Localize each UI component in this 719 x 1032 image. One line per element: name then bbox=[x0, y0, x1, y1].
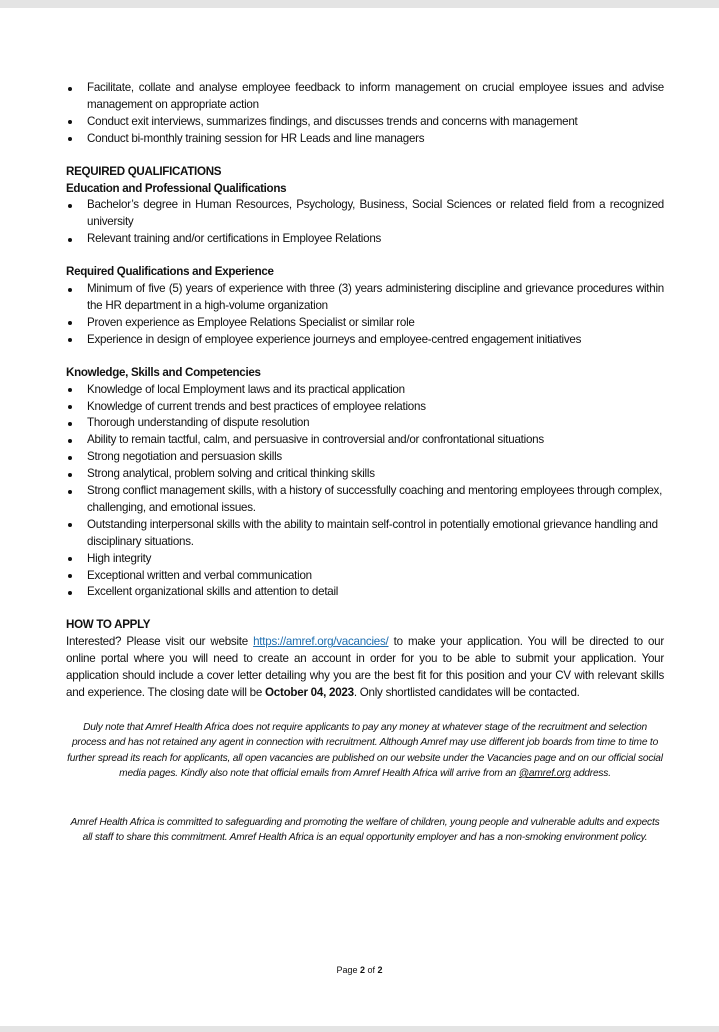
list-item: Strong conflict management skills, with a history of successfully coaching and mentoring employees through complex, challenging, and emotional issues. bbox=[66, 483, 664, 517]
list-item: Strong negotiation and persuasion skills bbox=[66, 449, 664, 466]
list-item: Knowledge of local Employment laws and its practical application bbox=[66, 382, 664, 399]
list-item: Conduct exit interviews, summarizes findings, and discusses trends and concerns with management bbox=[66, 114, 664, 131]
list-item: Ability to remain tactful, calm, and persuasive in controversial and/or confrontational situations bbox=[66, 432, 664, 449]
page-content bbox=[66, 80, 664, 702]
safeguarding-notice: Amref Health Africa is committed to safeguarding and promoting the welfare of children, young people and vulnerable adults and expects all staff to share this commitment. Amref Health Africa is an equal opportunity employer and has a non-smoking environment policy. bbox=[70, 817, 660, 844]
apply-text-body: to make your application. You will be directed to our online portal where you will need to create an account in order for you to be able to submit your application. Your application should include a cover letter detailing why you are the best fit for this position and your CV with relevant skills and experience. The closing date will be bbox=[66, 635, 664, 699]
total-pages: 2 bbox=[377, 965, 383, 975]
experience-list bbox=[66, 281, 664, 349]
how-to-apply-text bbox=[66, 634, 664, 702]
education-list bbox=[66, 197, 664, 248]
list-item: Strong analytical, problem solving and critical thinking skills bbox=[66, 466, 664, 483]
list-item: Proven experience as Employee Relations Specialist or similar role bbox=[66, 315, 664, 332]
fraud-notice bbox=[66, 720, 664, 781]
list-item: Experience in design of employee experience journeys and employee-centred engagement initiatives bbox=[66, 332, 664, 349]
fraud-notice-text: Duly note that Amref Health Africa does not require applicants to pay any money at whatever stage of the recruitment and selection process and has not retained any agent in connection with recruitment. Although Amref may use different job boards from time to time to further spread its reach for applicants, all open vacancies are published on our website under the Vacancies page and on our official social media pages. Kindly also note that official emails from Amref Health Africa will arrive from an bbox=[67, 722, 663, 779]
list-item: Knowledge of current trends and best practices of employee relations bbox=[66, 399, 664, 416]
document-page bbox=[0, 8, 719, 1026]
required-qualifications-heading: REQUIRED QUALIFICATIONS bbox=[66, 164, 222, 178]
list-item: Outstanding interpersonal skills with the ability to maintain self-control in potentially emotional grievance handling and disciplinary situations. bbox=[66, 517, 664, 551]
list-item: Facilitate, collate and analyse employee feedback to inform management on crucial employee issues and advise management on appropriate action bbox=[66, 80, 664, 114]
page-number bbox=[0, 965, 719, 975]
experience-heading: Required Qualifications and Experience bbox=[66, 265, 274, 279]
how-to-apply-heading: HOW TO APPLY bbox=[66, 618, 151, 632]
list-item: Excellent organizational skills and attention to detail bbox=[66, 584, 664, 601]
current-page: 2 bbox=[359, 965, 365, 975]
apply-text-end: . Only shortlisted candidates will be contacted. bbox=[353, 686, 580, 699]
list-item: Thorough understanding of dispute resolution bbox=[66, 415, 664, 432]
list-item: Exceptional written and verbal communication bbox=[66, 568, 664, 585]
list-item: Relevant training and/or certifications in Employee Relations bbox=[66, 231, 664, 248]
closing-date: October 04, 2023 bbox=[265, 686, 354, 699]
skills-heading: Knowledge, Skills and Competencies bbox=[66, 365, 261, 379]
education-heading: Education and Professional Qualifications bbox=[66, 181, 287, 195]
email-domain: @amref.org bbox=[518, 767, 571, 779]
list-item: Conduct bi-monthly training session for HR Leads and line managers bbox=[66, 131, 664, 148]
apply-text-intro: Interested? Please visit our website bbox=[66, 635, 254, 649]
fraud-notice-end: address. bbox=[570, 767, 611, 779]
list-item: Minimum of five (5) years of experience with three (3) years administering discipline and grievance procedures within the HR department in a high-volume organization bbox=[66, 281, 664, 315]
skills-list bbox=[66, 382, 664, 602]
list-item: High integrity bbox=[66, 551, 664, 568]
of-label: of bbox=[365, 965, 378, 975]
responsibilities-list bbox=[66, 80, 664, 148]
page-label: Page bbox=[336, 965, 360, 975]
list-item: Bachelor’s degree in Human Resources, Psychology, Business, Social Sciences or related field from a recognized university bbox=[66, 197, 664, 231]
vacancies-link[interactable]: https://amref.org/vacancies/ bbox=[253, 635, 389, 649]
